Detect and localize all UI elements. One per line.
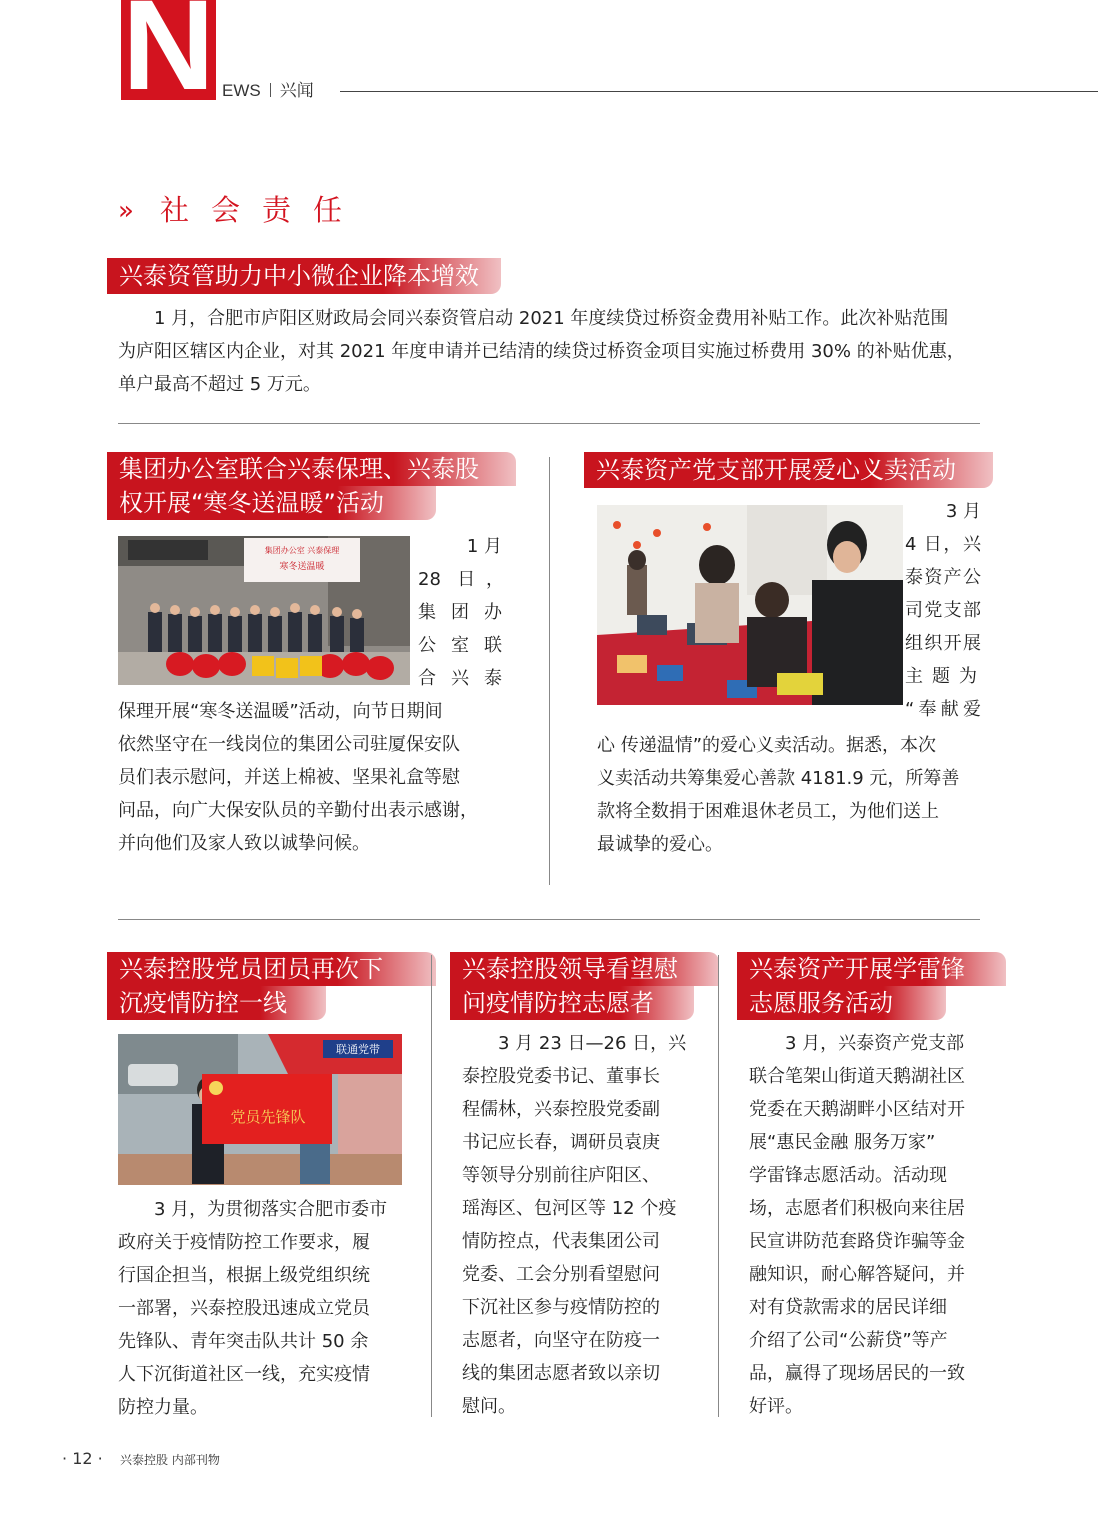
article2-photo (118, 536, 410, 685)
section-title: 社会责任 (160, 193, 365, 227)
article4-title-line1: 兴泰控股党员团员再次下 (107, 952, 436, 986)
divider-rule (118, 423, 980, 424)
article2-side-line: 公室联 (418, 635, 504, 656)
divider-rule (118, 919, 980, 920)
article2-side-line: 集团办 (418, 602, 504, 623)
article5-line: 瑶海区、包河区等 12 个疫 (462, 1198, 677, 1219)
article6-body (749, 1027, 985, 1423)
header-rule (340, 91, 1098, 92)
article3-body (597, 729, 987, 861)
header-section-label (222, 80, 314, 102)
article6-title-line2: 志愿服务活动 (737, 986, 946, 1020)
article3-side-line: “奉献爱 (905, 699, 981, 720)
article3-side-line: 泰资产公 (905, 567, 981, 588)
photo-tent-text: 联通党带 (336, 1043, 380, 1056)
article3-line: 最诚挚的爱心。 (597, 834, 723, 855)
article5-line: 下沉社区参与疫情防控的 (462, 1297, 660, 1318)
article4-line: 政府关于疫情防控工作要求，履 (118, 1232, 370, 1253)
page-number-value: 12 (72, 1449, 93, 1468)
article2-side-line: 合兴泰 (418, 668, 504, 689)
article2-line: 问品，向广大保安队员的辛勤付出表示感谢， (118, 800, 478, 821)
article1-line: 为庐阳区辖区内企业，对其 2021 年度申请并已结清的续贷过桥资金项目实施过桥费用 30% 的补贴优惠， (118, 341, 965, 362)
article6-line: 民宣讲防范套路贷诈骗等金 (749, 1231, 965, 1252)
section-marker-icon: » (118, 196, 134, 226)
article2-line: 保理开展“寒冬送温暖”活动，向节日期间 (118, 701, 443, 722)
column-divider (718, 955, 719, 1417)
article5-line: 党委、工会分别看望慰问 (462, 1264, 660, 1285)
article3-photo-svg (597, 505, 903, 705)
article3-line: 心 传递温情”的爱心义卖活动。据悉，本次 (597, 735, 937, 756)
photo-banner-line2: 寒冬送温暖 (279, 562, 325, 572)
article2-line: 依然坚守在一线岗位的集团公司驻厦保安队 (118, 734, 460, 755)
article2-line: 并向他们及家人致以诚挚问候。 (118, 833, 370, 854)
article6-line: 介绍了公司“公薪贷”等产 (749, 1330, 948, 1351)
article1-line: 单户最高不超过 5 万元。 (118, 374, 321, 395)
article5-line: 慰问。 (462, 1396, 516, 1417)
article5-body (462, 1027, 692, 1423)
article3-title: 兴泰资产党支部开展爱心义卖活动 (584, 452, 993, 488)
article4-title-line2: 沉疫情防控一线 (107, 986, 326, 1020)
article3-side-line: 司党支部 (905, 600, 981, 621)
article6-line: 对有贷款需求的居民详细 (749, 1297, 947, 1318)
article5-title-line1: 兴泰控股领导看望慰 (450, 952, 719, 986)
article5-line: 3 月 23 日—26 日，兴 (498, 1033, 687, 1054)
article6-line: 展“惠民金融 服务万家” (749, 1132, 936, 1153)
article2-title-line2: 权开展“寒冬送温暖”活动 (107, 486, 436, 520)
article6-line: 融知识，耐心解答疑问，并 (749, 1264, 965, 1285)
article5-line: 泰控股党委书记、董事长 (462, 1066, 660, 1087)
header-divider (270, 83, 271, 97)
article6-line: 联合笔架山街道天鹅湖社区 (749, 1066, 965, 1087)
page-dot-icon: · (62, 1449, 68, 1468)
article2-photo-svg (118, 536, 410, 685)
article3-line: 款将全数捐于困难退休老员工，为他们送上 (597, 801, 939, 822)
article4-line: 人下沉街道社区一线，充实疫情 (118, 1364, 370, 1385)
article4-line: 一部署，兴泰控股迅速成立党员 (118, 1298, 370, 1319)
article2-body (118, 695, 508, 860)
article5-line: 等领导分别前往庐阳区、 (462, 1165, 660, 1186)
page-dot-icon: · (97, 1449, 103, 1468)
header-section-cn: 兴闻 (279, 81, 314, 100)
article4-line: 行国企担当，根据上级党组织统 (118, 1265, 370, 1286)
column-divider (549, 457, 550, 885)
article1-line: 1 月，合肥市庐阳区财政局会同兴泰资管启动 2021 年度续贷过桥资金费用补贴工作。此次补贴范围 (154, 308, 949, 329)
article4-photo-svg (118, 1034, 402, 1185)
article6-line: 3 月，兴泰资产党支部 (785, 1033, 965, 1054)
article3-side-line: 主题为 (905, 666, 981, 687)
article2-side-text (418, 530, 504, 695)
article3-side-text (905, 495, 981, 726)
article4-line: 3 月，为贯彻落实合肥市委市 (154, 1199, 388, 1220)
article6-line: 品，赢得了现场居民的一致 (749, 1363, 965, 1384)
article2-side-line: 28 日， (418, 569, 504, 590)
article6-title-line1: 兴泰资产开展学雷锋 (737, 952, 1006, 986)
article6-line: 学雷锋志愿活动。活动现 (749, 1165, 947, 1186)
article3-line: 义卖活动共筹集爱心善款 4181.9 元，所筹善 (597, 768, 960, 789)
article3-side-line: 组织开展 (905, 633, 981, 654)
article3-photo (597, 505, 903, 705)
article6-line: 党委在天鹅湖畔小区结对开 (749, 1099, 965, 1120)
article2-line: 员们表示慰问，并送上棉被、坚果礼盒等慰 (118, 767, 460, 788)
photo-banner-line1: 集团办公室 兴泰保理 (264, 546, 340, 555)
article4-photo (118, 1034, 402, 1185)
article6-line: 场，志愿者们积极向来往居 (749, 1198, 965, 1219)
article5-line: 情防控点，代表集团公司 (462, 1231, 660, 1252)
article5-line: 线的集团志愿者致以亲切 (462, 1363, 660, 1384)
photo-flag-text: 党员先锋队 (230, 1108, 306, 1126)
header-section-en: EWS (222, 81, 261, 100)
article6-line: 好评。 (749, 1396, 803, 1417)
article1-title: 兴泰资管助力中小微企业降本增效 (107, 258, 501, 294)
article5-title-line2: 问疫情防控志愿者 (450, 986, 694, 1020)
article3-side-line: 3 月 (945, 501, 981, 522)
article5-line: 书记应长春，调研员袁庚 (462, 1132, 660, 1153)
article1-body (118, 302, 984, 401)
column-divider (431, 955, 432, 1417)
article3-side-line: 4 日，兴 (905, 534, 981, 555)
logo-letter: N (122, 0, 215, 117)
article4-line: 防控力量。 (118, 1397, 208, 1418)
article2-title-line1: 集团办公室联合兴泰保理、兴泰股 (107, 452, 516, 486)
article5-line: 志愿者，向坚守在防疫一 (462, 1330, 660, 1351)
article4-body (118, 1193, 404, 1424)
article5-line: 程儒林，兴泰控股党委副 (462, 1099, 660, 1120)
page-number (62, 1449, 103, 1469)
publication-name: 兴泰控股 内部刊物 (120, 1453, 220, 1467)
article2-side-line: 1 月 (466, 536, 502, 557)
article4-line: 先锋队、青年突击队共计 50 余 (118, 1331, 369, 1352)
